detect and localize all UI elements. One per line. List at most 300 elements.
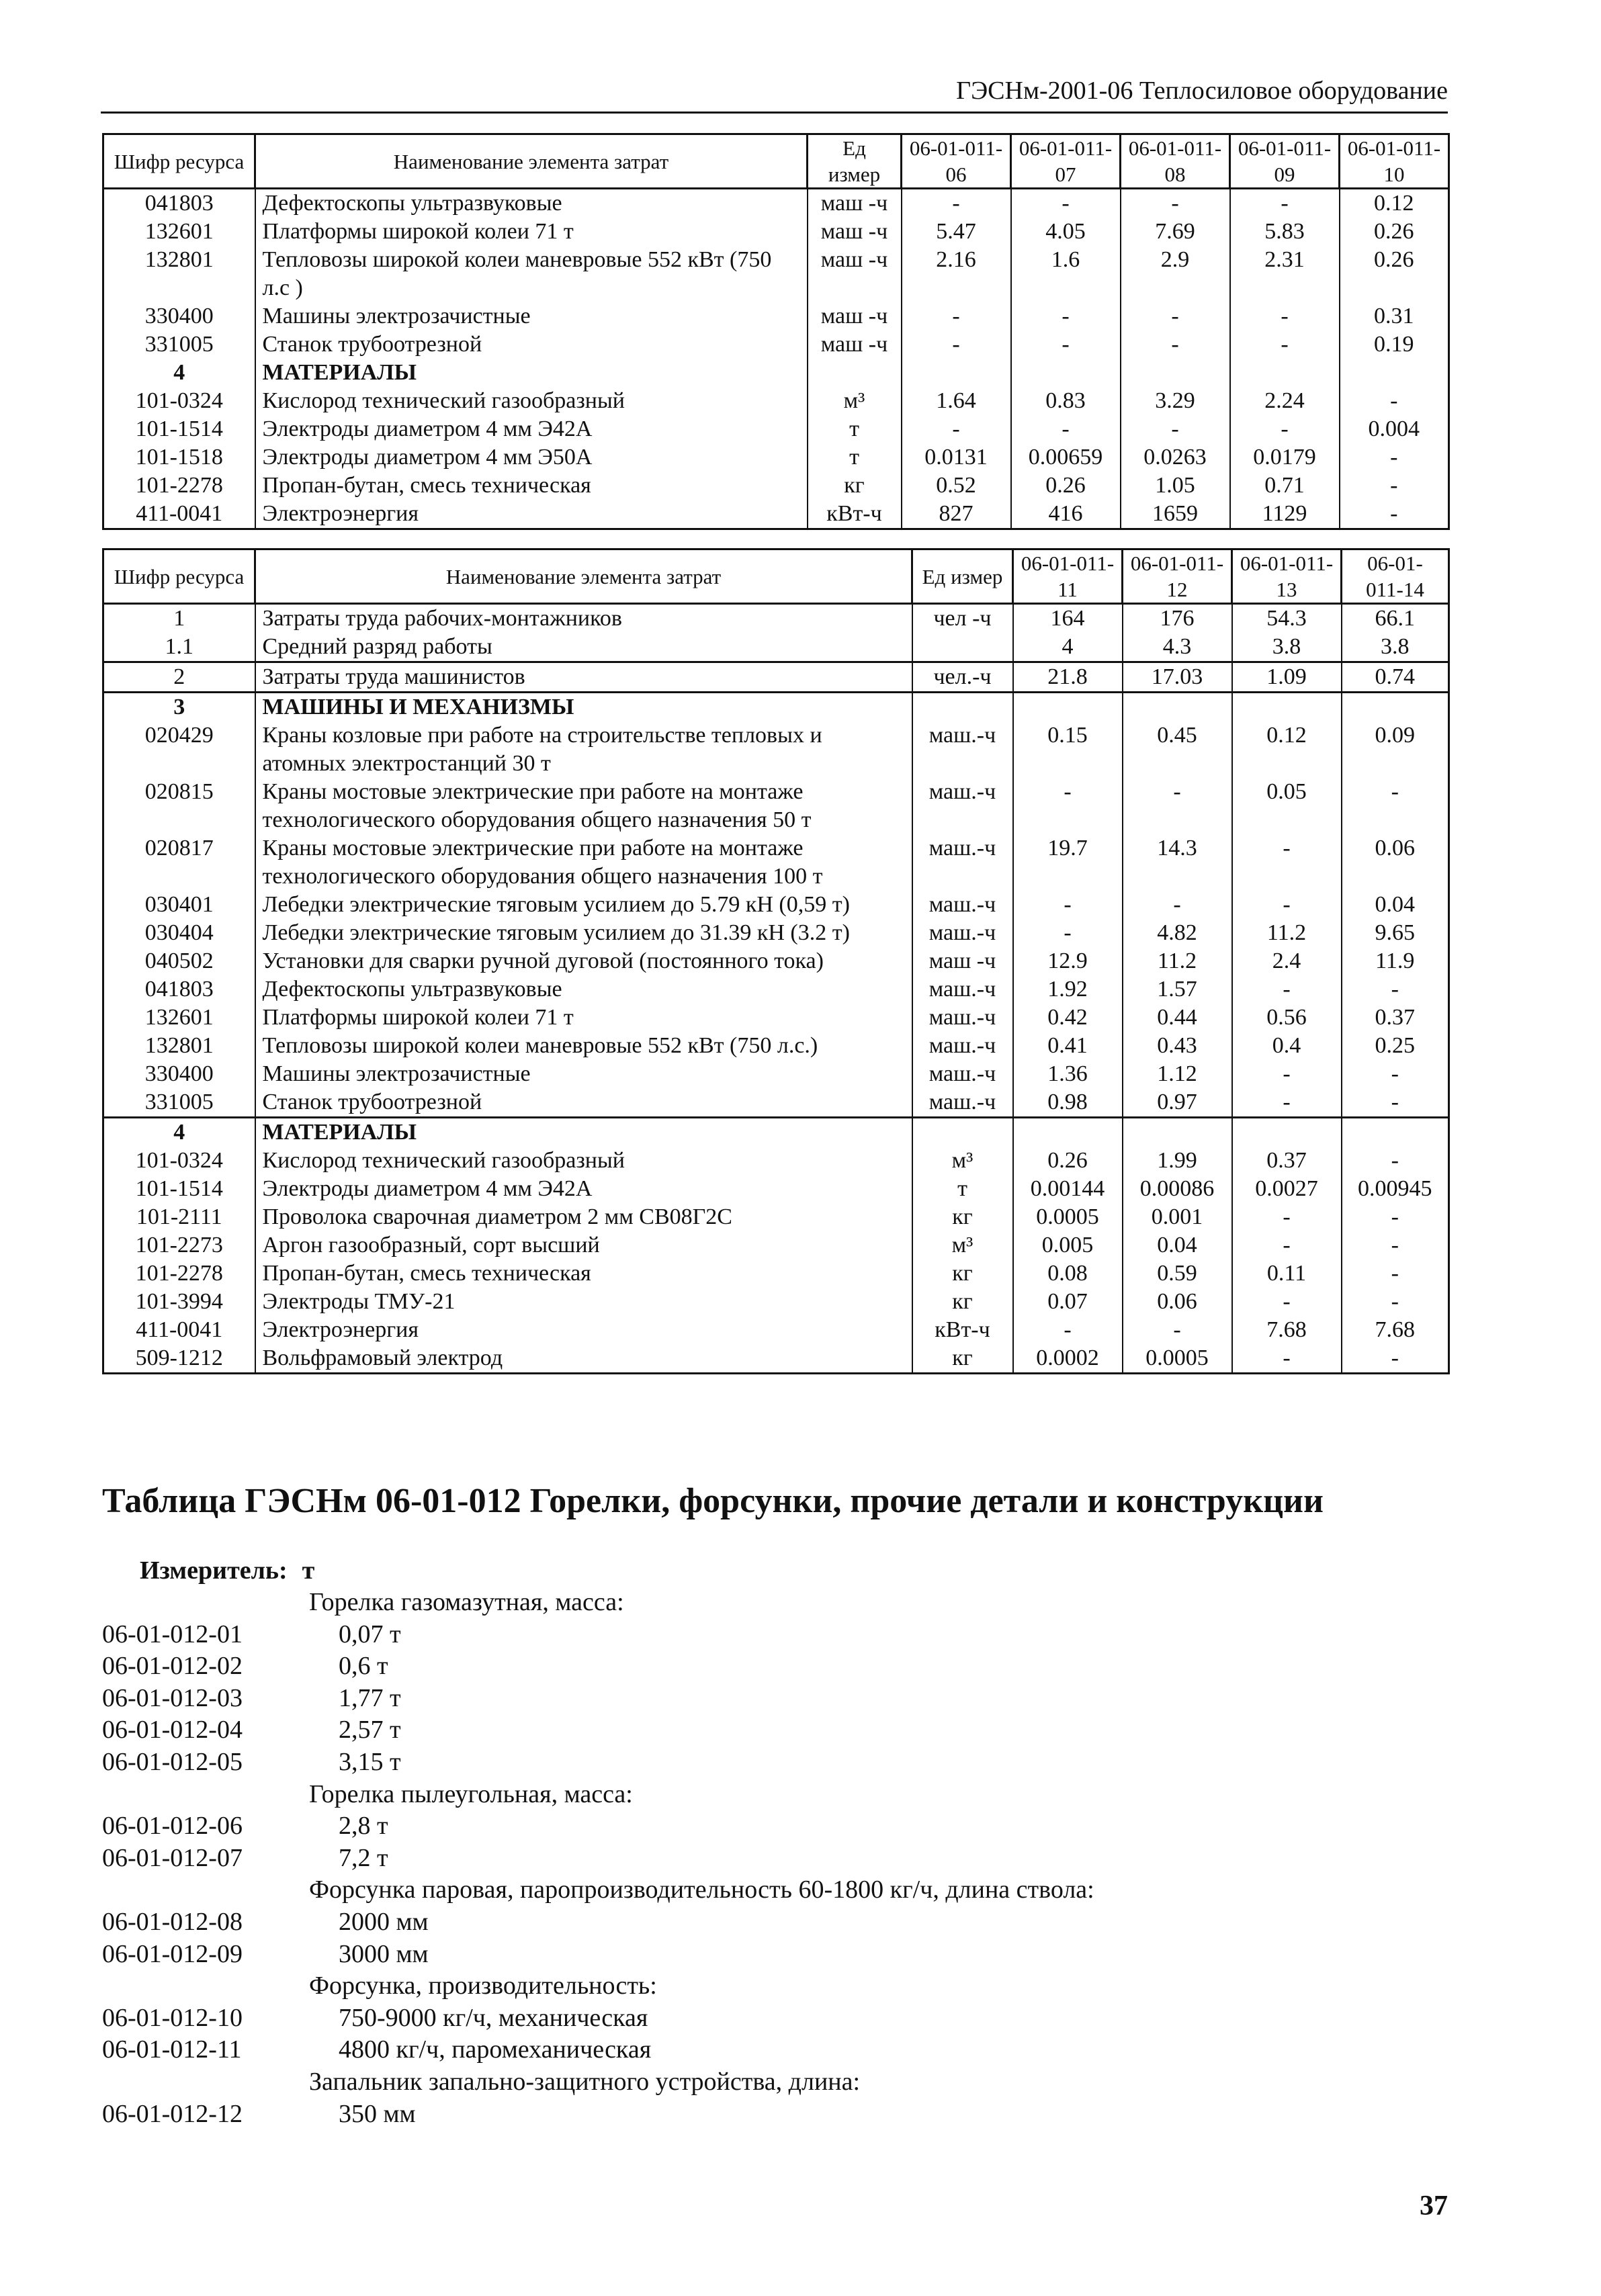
table-row — [103, 1175, 1449, 1203]
norm-value: - — [1342, 975, 1449, 1004]
norm-value: 827 — [902, 500, 1011, 529]
norm-value — [1342, 1118, 1449, 1147]
norm-value: 0.83 — [1011, 387, 1121, 415]
norm-value: 7.68 — [1342, 1316, 1449, 1344]
norm-value: 2000 мм — [339, 1907, 429, 1936]
norm-code: 06-01-012-12 — [102, 2099, 243, 2128]
norm-value: 0.26 — [1013, 1147, 1123, 1175]
resource-unit — [912, 693, 1013, 722]
norm-group-title: Запальник запально-защитного устройства, длина: — [309, 2067, 861, 2096]
resource-name: Кислород технический газообразный — [255, 387, 808, 415]
section-row — [103, 693, 1449, 722]
norm-value: 0.74 — [1342, 662, 1449, 693]
col-header-code: Шифр ресурса — [103, 134, 255, 189]
norm-value: 7,2 т — [339, 1843, 388, 1872]
resource-code: 331005 — [103, 1088, 255, 1118]
table-header-row — [103, 549, 1449, 604]
norm-value: - — [902, 415, 1011, 443]
norm-value: - — [1230, 415, 1340, 443]
norm-value: 14.3 — [1123, 834, 1232, 891]
norm-value: - — [1121, 302, 1230, 330]
norm-value — [1232, 693, 1342, 722]
norm-value: 0.37 — [1232, 1147, 1342, 1175]
resource-code: 3 — [103, 693, 255, 722]
resource-unit: т — [808, 443, 902, 472]
resource-unit: маш -ч — [808, 189, 902, 218]
norm-value: 0.71 — [1230, 472, 1340, 500]
resource-unit: маш.-ч — [912, 891, 1013, 919]
col-header-norm: 06-01-011-06 — [902, 134, 1011, 189]
table-row — [103, 387, 1449, 415]
norm-value: 0.26 — [1340, 218, 1449, 246]
norm-value: 0.37 — [1342, 1004, 1449, 1032]
norm-code: 06-01-012-06 — [102, 1812, 243, 1841]
col-header-name: Наименование элемента затрат — [255, 134, 808, 189]
resource-name: Проволока сварочная диаметром 2 мм СВ08Г2С — [255, 1203, 912, 1231]
norm-value: 19.7 — [1013, 834, 1123, 891]
resource-code: 411-0041 — [103, 1316, 255, 1344]
norm-value: 2,8 т — [339, 1812, 388, 1841]
table-row — [103, 330, 1449, 359]
norm-value: - — [1232, 975, 1342, 1004]
resource-name: Затраты труда рабочих-монтажников — [255, 604, 912, 633]
resource-code: 101-2273 — [103, 1231, 255, 1260]
table-row — [103, 1203, 1449, 1231]
resource-name: Установки для сварки ручной дуговой (постоянного тока) — [255, 947, 912, 975]
resource-code: 030401 — [103, 891, 255, 919]
col-header-norm: 06-01-011-08 — [1121, 134, 1230, 189]
col-header-norm: 06-01-011-13 — [1232, 549, 1342, 604]
table-row — [103, 246, 1449, 302]
section-row — [103, 1118, 1449, 1147]
table-row — [103, 218, 1449, 246]
resource-code: 040502 — [103, 947, 255, 975]
norm-value: 4.05 — [1011, 218, 1121, 246]
resource-code: 330400 — [103, 302, 255, 330]
norm-value — [902, 359, 1011, 387]
norm-item — [102, 1683, 1379, 1715]
norm-value: - — [1232, 1203, 1342, 1231]
norm-value — [1230, 359, 1340, 387]
col-header-code: Шифр ресурса — [103, 549, 255, 604]
resource-code: 101-2278 — [103, 472, 255, 500]
resource-name: Пропан-бутан, смесь техническая — [255, 472, 808, 500]
table-row — [103, 1088, 1449, 1118]
norm-code: 06-01-012-05 — [102, 1747, 243, 1776]
norm-value: - — [902, 189, 1011, 218]
resource-unit: чел -ч — [912, 604, 1013, 633]
resource-name: Машины электрозачистные — [255, 1060, 912, 1088]
resource-unit: м³ — [912, 1231, 1013, 1260]
norm-value: - — [1121, 189, 1230, 218]
norm-value: 7.69 — [1121, 218, 1230, 246]
resource-name: Тепловозы широкой колеи маневровые 552 кВт (750 л.с.) — [255, 1032, 912, 1060]
norm-value: - — [1230, 302, 1340, 330]
norm-value — [1121, 359, 1230, 387]
norm-value: 2.24 — [1230, 387, 1340, 415]
resource-code: 331005 — [103, 330, 255, 359]
resource-name: Пропан-бутан, смесь техническая — [255, 1260, 912, 1288]
norm-value: 0.12 — [1340, 189, 1449, 218]
norm-value: 0.05 — [1232, 778, 1342, 834]
norm-value: 5.47 — [902, 218, 1011, 246]
norm-value: - — [1340, 443, 1449, 472]
norm-group-title: Форсунка, производительность: — [309, 1972, 657, 2000]
norm-value — [1123, 693, 1232, 722]
resource-name: МАТЕРИАЛЫ — [255, 1118, 912, 1147]
norm-value: 0.06 — [1342, 834, 1449, 891]
norm-value: 0.98 — [1013, 1088, 1123, 1118]
norm-item — [102, 2034, 1379, 2066]
table-row — [103, 604, 1449, 633]
table-row — [103, 443, 1449, 472]
resource-unit: кВт-ч — [808, 500, 902, 529]
norm-value: - — [1123, 891, 1232, 919]
norm-value: 176 — [1123, 604, 1232, 633]
norm-value: 0.11 — [1232, 1260, 1342, 1288]
norm-value: - — [1232, 834, 1342, 891]
norm-value: 7.68 — [1232, 1316, 1342, 1344]
table-row — [103, 919, 1449, 947]
resource-code: 101-0324 — [103, 1147, 255, 1175]
norm-value: - — [1121, 415, 1230, 443]
resource-name: МАТЕРИАЛЫ — [255, 359, 808, 387]
norm-value: - — [1232, 891, 1342, 919]
resource-name: Электроды ТМУ-21 — [255, 1288, 912, 1316]
norm-value: - — [1342, 1088, 1449, 1118]
norm-value: 0.0027 — [1232, 1175, 1342, 1203]
resource-unit: кг — [912, 1203, 1013, 1231]
resource-unit: чел.-ч — [912, 662, 1013, 693]
norm-value: 1.6 — [1011, 246, 1121, 302]
norm-item — [102, 1843, 1379, 1875]
running-header — [101, 70, 1448, 114]
col-header-unit: Ед измер — [912, 549, 1013, 604]
norm-value: 0.04 — [1123, 1231, 1232, 1260]
resource-name: Электроэнергия — [255, 1316, 912, 1344]
norm-value: - — [1011, 330, 1121, 359]
norm-item — [102, 2099, 1379, 2131]
norm-item — [102, 1747, 1379, 1779]
norm-value: - — [1013, 891, 1123, 919]
resource-name: Вольфрамовый электрод — [255, 1344, 912, 1374]
resource-code: 101-1518 — [103, 443, 255, 472]
norm-group — [102, 1970, 1379, 2002]
resource-unit: т — [912, 1175, 1013, 1203]
col-header-norm: 06-01-011-09 — [1230, 134, 1340, 189]
norm-value: - — [1340, 472, 1449, 500]
norm-value: 0.4 — [1232, 1032, 1342, 1060]
resource-code: 030404 — [103, 919, 255, 947]
norm-group-title: Горелка газомазутная, масса: — [309, 1588, 624, 1616]
resource-unit — [912, 633, 1013, 662]
norm-value: - — [1342, 1288, 1449, 1316]
norm-value: 0.15 — [1013, 721, 1123, 778]
norm-value: 0.06 — [1123, 1288, 1232, 1316]
norm-value: 21.8 — [1013, 662, 1123, 693]
resource-name: Платформы широкой колеи 71 т — [255, 218, 808, 246]
norm-value: 0.07 — [1013, 1288, 1123, 1316]
resource-code: 132801 — [103, 246, 255, 302]
col-header-norm: 06-01-011-12 — [1123, 549, 1232, 604]
norm-value: - — [1230, 330, 1340, 359]
norm-value: 1.09 — [1232, 662, 1342, 693]
norm-value: 2.4 — [1232, 947, 1342, 975]
norm-value — [1013, 693, 1123, 722]
table-row — [103, 778, 1449, 834]
resource-name: Электроды диаметром 4 мм Э42А — [255, 415, 808, 443]
norm-code: 06-01-012-11 — [102, 2035, 242, 2064]
norm-value: 1.64 — [902, 387, 1011, 415]
norm-value: 4 — [1013, 633, 1123, 662]
resource-unit: маш.-ч — [912, 721, 1013, 778]
resource-unit — [808, 359, 902, 387]
resource-name: Лебедки электрические тяговым усилием до 31.39 кН (3.2 т) — [255, 919, 912, 947]
table-row — [103, 834, 1449, 891]
resource-unit — [912, 1118, 1013, 1147]
norm-value: - — [902, 302, 1011, 330]
resource-unit: кг — [912, 1344, 1013, 1374]
norm-value — [1123, 1118, 1232, 1147]
resource-code: 132601 — [103, 1004, 255, 1032]
norm-value: 1,77 т — [339, 1683, 401, 1712]
table-row — [103, 891, 1449, 919]
table-row — [103, 1004, 1449, 1032]
resource-unit: маш.-ч — [912, 975, 1013, 1004]
norm-code: 06-01-012-07 — [102, 1843, 243, 1872]
resource-name: Станок трубоотрезной — [255, 330, 808, 359]
norm-value: 1.12 — [1123, 1060, 1232, 1088]
norm-value: - — [1232, 1060, 1342, 1088]
norm-value: 0.19 — [1340, 330, 1449, 359]
resource-unit: маш -ч — [808, 302, 902, 330]
norm-value: 66.1 — [1342, 604, 1449, 633]
resource-code: 020817 — [103, 834, 255, 891]
resource-unit: маш.-ч — [912, 1004, 1013, 1032]
resource-name: Затраты труда машинистов — [255, 662, 912, 693]
resource-code: 132801 — [103, 1032, 255, 1060]
table-row — [103, 415, 1449, 443]
norm-value: 0.0263 — [1121, 443, 1230, 472]
norm-value: 11.9 — [1342, 947, 1449, 975]
norm-value: 0.59 — [1123, 1260, 1232, 1288]
norm-value — [1340, 359, 1449, 387]
norm-value: 9.65 — [1342, 919, 1449, 947]
norm-value: - — [1230, 189, 1340, 218]
norm-value: 0.0002 — [1013, 1344, 1123, 1374]
norm-item — [102, 1810, 1379, 1843]
col-header-norm: 06-01-011-14 — [1342, 549, 1449, 604]
resource-unit: маш.-ч — [912, 919, 1013, 947]
norm-value: 17.03 — [1123, 662, 1232, 693]
table-row — [103, 1032, 1449, 1060]
section-row — [103, 359, 1449, 387]
resource-name: Лебедки электрические тяговым усилием до 5.79 кН (0,59 т) — [255, 891, 912, 919]
norm-value: 0.08 — [1013, 1260, 1123, 1288]
norm-value — [1011, 359, 1121, 387]
resource-unit: кВт-ч — [912, 1316, 1013, 1344]
norm-value: - — [1011, 302, 1121, 330]
table-row — [103, 947, 1449, 975]
resource-unit: маш.-ч — [912, 778, 1013, 834]
norm-item — [102, 1906, 1379, 1939]
resource-name: Электроэнергия — [255, 500, 808, 529]
table-row — [103, 975, 1449, 1004]
norm-value: 0,6 т — [339, 1652, 388, 1681]
meter-line — [140, 1556, 314, 1585]
norm-list — [102, 1587, 1379, 2130]
norm-value: 4.3 — [1123, 633, 1232, 662]
resource-code: 4 — [103, 1118, 255, 1147]
resource-code: 101-1514 — [103, 415, 255, 443]
resource-code: 1.1 — [103, 633, 255, 662]
table-row — [103, 189, 1449, 218]
norm-value: 4800 кг/ч, паромеханическая — [339, 2035, 652, 2064]
norm-value: 0.0005 — [1013, 1203, 1123, 1231]
resource-unit: маш -ч — [808, 246, 902, 302]
norm-value: 0.25 — [1342, 1032, 1449, 1060]
resource-code: 2 — [103, 662, 255, 693]
norm-value — [1013, 1118, 1123, 1147]
norm-value: 0.00086 — [1123, 1175, 1232, 1203]
resource-unit: маш.-ч — [912, 834, 1013, 891]
norm-code: 06-01-012-03 — [102, 1683, 243, 1712]
norm-value: 1.36 — [1013, 1060, 1123, 1088]
norm-value: 0.00659 — [1011, 443, 1121, 472]
norm-value: - — [1121, 330, 1230, 359]
norm-value: 750-9000 кг/ч, механическая — [339, 2003, 648, 2032]
norm-value: 2.31 — [1230, 246, 1340, 302]
norm-group — [102, 1587, 1379, 1619]
norm-value: 1129 — [1230, 500, 1340, 529]
norm-value: - — [1013, 778, 1123, 834]
resource-unit: маш.-ч — [912, 1088, 1013, 1118]
norm-value: 0.56 — [1232, 1004, 1342, 1032]
resource-name: Краны мостовые электрические при работе на монтаже технологического оборудования общего назначения 50 т — [255, 778, 912, 834]
norm-value: 1659 — [1121, 500, 1230, 529]
norm-value: 0.26 — [1011, 472, 1121, 500]
resource-code: 101-2278 — [103, 1260, 255, 1288]
resource-code: 132601 — [103, 218, 255, 246]
norm-value: 3.8 — [1232, 633, 1342, 662]
resource-name: Электроды диаметром 4 мм Э50А — [255, 443, 808, 472]
resource-table-011-11-14 — [102, 548, 1450, 1374]
norm-value: 0.0131 — [902, 443, 1011, 472]
norm-value: - — [1342, 1147, 1449, 1175]
norm-value: 0.04 — [1342, 891, 1449, 919]
resource-unit: маш -ч — [808, 330, 902, 359]
norm-value: 54.3 — [1232, 604, 1342, 633]
resource-name: МАШИНЫ И МЕХАНИЗМЫ — [255, 693, 912, 722]
norm-value: - — [1013, 919, 1123, 947]
norm-item — [102, 1939, 1379, 1971]
norm-value: - — [1123, 778, 1232, 834]
norm-value — [1232, 1118, 1342, 1147]
resource-name: Краны мостовые электрические при работе на монтаже технологического оборудования общего назначения 100 т — [255, 834, 912, 891]
norm-item — [102, 1714, 1379, 1747]
resource-code: 020815 — [103, 778, 255, 834]
resource-unit: т — [808, 415, 902, 443]
table-row — [103, 500, 1449, 529]
resource-code: 041803 — [103, 189, 255, 218]
table-row — [103, 1288, 1449, 1316]
col-header-norm: 06-01-011-07 — [1011, 134, 1121, 189]
norm-code: 06-01-012-09 — [102, 1939, 243, 1968]
norm-value: 0.44 — [1123, 1004, 1232, 1032]
norm-value: 0.41 — [1013, 1032, 1123, 1060]
resource-unit: кг — [912, 1260, 1013, 1288]
norm-value: - — [1342, 1260, 1449, 1288]
page-number: 37 — [1420, 2191, 1448, 2221]
resource-name: Машины электрозачистные — [255, 302, 808, 330]
norm-value: - — [1232, 1088, 1342, 1118]
norm-value: - — [1013, 1316, 1123, 1344]
resource-unit: м³ — [912, 1147, 1013, 1175]
norm-group — [102, 1779, 1379, 1811]
table-row — [103, 1231, 1449, 1260]
norm-value: 11.2 — [1123, 947, 1232, 975]
norm-code: 06-01-012-10 — [102, 2003, 243, 2032]
col-header-name: Наименование элемента затрат — [255, 549, 912, 604]
norm-value: - — [1342, 1344, 1449, 1374]
norm-value: 11.2 — [1232, 919, 1342, 947]
col-header-unit: Ед измер — [808, 134, 902, 189]
norm-value: - — [1011, 415, 1121, 443]
table-row — [103, 1316, 1449, 1344]
norm-value: 0.00945 — [1342, 1175, 1449, 1203]
norm-code: 06-01-012-08 — [102, 1907, 243, 1936]
norm-value: 416 — [1011, 500, 1121, 529]
resource-unit: маш.-ч — [912, 1060, 1013, 1088]
norm-group — [102, 2066, 1379, 2099]
resource-name: Дефектоскопы ультразвуковые — [255, 975, 912, 1004]
resource-code: 101-1514 — [103, 1175, 255, 1203]
resource-code: 509-1212 — [103, 1344, 255, 1374]
resource-code: 4 — [103, 359, 255, 387]
norm-value: 0.0179 — [1230, 443, 1340, 472]
norm-value: - — [1342, 1060, 1449, 1088]
norm-value: 0.001 — [1123, 1203, 1232, 1231]
resource-code: 411-0041 — [103, 500, 255, 529]
norm-value: - — [1123, 1316, 1232, 1344]
norm-value: - — [1232, 1231, 1342, 1260]
resource-unit: м³ — [808, 387, 902, 415]
resource-unit: маш -ч — [912, 947, 1013, 975]
norm-value: - — [1232, 1344, 1342, 1374]
running-header-title: ГЭСНм-2001-06 Теплосиловое оборудование — [956, 77, 1448, 105]
norm-value: 3.29 — [1121, 387, 1230, 415]
resource-name: Краны козловые при работе на строительстве тепловых и атомных электростанций 30 т — [255, 721, 912, 778]
table-row — [103, 721, 1449, 778]
meter-label: Измеритель: — [140, 1556, 288, 1585]
norm-value: 0.52 — [902, 472, 1011, 500]
resource-name: Станок трубоотрезной — [255, 1088, 912, 1118]
table-row — [103, 302, 1449, 330]
norm-value: 4.82 — [1123, 919, 1232, 947]
norm-value: 1.05 — [1121, 472, 1230, 500]
norm-value: 3,15 т — [339, 1747, 401, 1776]
norm-value: - — [1342, 1203, 1449, 1231]
resource-unit: маш -ч — [808, 218, 902, 246]
resource-name: Платформы широкой колеи 71 т — [255, 1004, 912, 1032]
norm-value: - — [1340, 387, 1449, 415]
table-row — [103, 633, 1449, 662]
resource-code: 101-3994 — [103, 1288, 255, 1316]
norm-value: 0.45 — [1123, 721, 1232, 778]
norm-value: 0.09 — [1342, 721, 1449, 778]
norm-value: 2.9 — [1121, 246, 1230, 302]
norm-value: - — [902, 330, 1011, 359]
